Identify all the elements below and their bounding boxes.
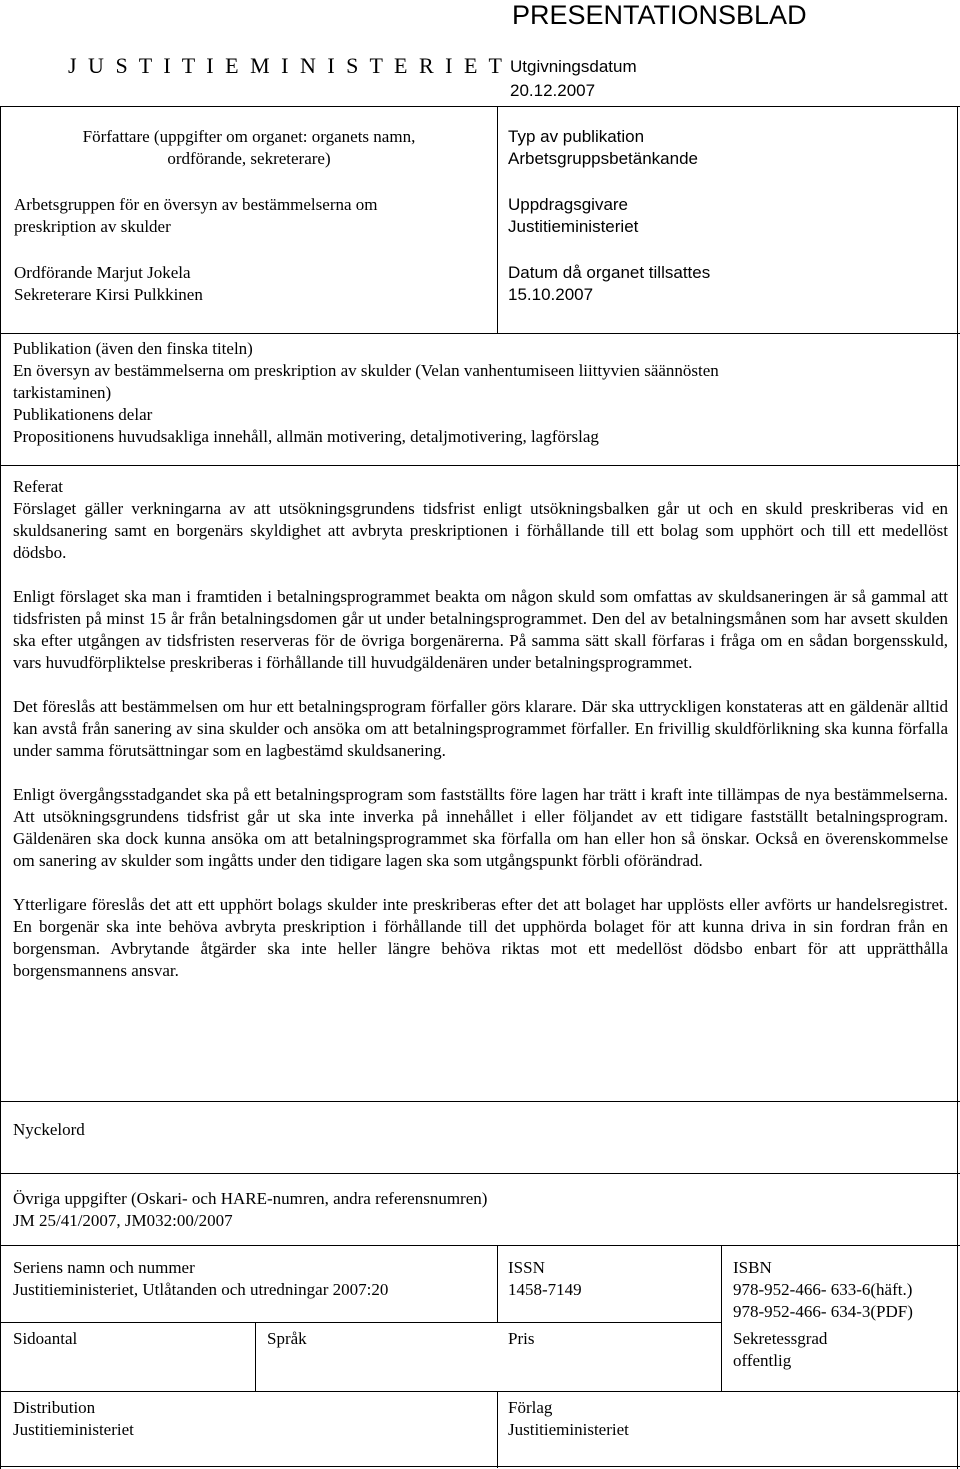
working-group-line1: Arbetsgruppen för en översyn av bestämmelserna om bbox=[14, 195, 378, 214]
issn-label: ISSN bbox=[508, 1258, 545, 1277]
chairperson: Ordförande Marjut Jokela bbox=[14, 263, 191, 282]
series-row-bottom-border bbox=[0, 1322, 722, 1323]
issn-cell bbox=[508, 1257, 713, 1301]
distribution-label: Distribution bbox=[13, 1398, 96, 1417]
isbn-label: ISBN bbox=[733, 1258, 772, 1277]
abstract-label: Referat bbox=[13, 477, 64, 496]
pages-language-divider bbox=[255, 1322, 256, 1391]
publication-type-label: Typ av publikation bbox=[508, 127, 645, 146]
appointed-date-value: 15.10.2007 bbox=[508, 285, 594, 304]
other-info-value: JM 25/41/2007, JM032:00/2007 bbox=[13, 1211, 233, 1230]
series-issn-divider bbox=[497, 1245, 498, 1322]
publisher-label: Förlag bbox=[508, 1398, 553, 1417]
commissioner-value: Justitieministeriet bbox=[508, 217, 639, 236]
pages-label: Sidoantal bbox=[13, 1329, 78, 1348]
publication-title-line2: tarkistaminen) bbox=[13, 383, 112, 402]
series-label: Seriens namn och nummer bbox=[13, 1258, 195, 1277]
secretary: Sekreterare Kirsi Pulkkinen bbox=[14, 285, 203, 304]
ministry-name: J U S T I T I E M I N I S T E R I E T bbox=[68, 53, 505, 78]
abstract-paragraph: Förslaget gäller verkningarna av att utsökningsgrundens tidsfrist enligt utsökningsbalken går ut och en skuld preskriberas vid en skuldsanering samt en borgenärs skyldighet att avbryta preskriptionen i förhållande till ett bolag som upphört och till ett medellöst dödsbo. bbox=[13, 499, 948, 562]
working-group-line2: preskription av skulder bbox=[14, 217, 171, 236]
top-section-bottom-border bbox=[0, 333, 960, 334]
author-label-line2: ordförande, sekreterare) bbox=[167, 149, 331, 168]
details-row-bottom-border bbox=[0, 1391, 960, 1392]
publication-info-section bbox=[508, 126, 948, 306]
abstract-paragraph: Ytterligare föreslås det att ett upphört bolags skulder inte preskriberas efter det att bolaget har upplösts eller avförts ur handelsregistret. En borgenär ska inte behöva avbryta preskription i förhållande till det upphörda bolaget för att kunna driva in sin fordran från en borgensman. Avbrytande åtgärder ska inte heller längre behöva riktas mot ett medellöst dödsbo enbart för att upprätthålla borgensmannens ansvar. bbox=[13, 895, 948, 980]
abstract-paragraph: Det föreslås att bestämmelsen om hur ett betalningsprogram förfaller görs klarare. Där ska uttryckligen konstateras att en gäldenär alltid kan avstå från sanering av sina skulder och ansöka om att betalningsprogrammet förfaller. En frivillig skuldförlikning ska kunna förfalla under samma förutsättningar som en lagbestämd skuldsanering. bbox=[13, 697, 948, 760]
issn-value: 1458-7149 bbox=[508, 1280, 582, 1299]
publication-title-line1: En översyn av bestämmelserna om preskription av skulder (Velan vanhentumiseen liittyvien säännösten bbox=[13, 361, 719, 380]
issue-date-value: 20.12.2007 bbox=[510, 81, 596, 100]
distribution-cell bbox=[13, 1397, 493, 1441]
document-type-title: PRESENTATIONSBLAD bbox=[512, 0, 807, 30]
publisher-value: Justitieministeriet bbox=[508, 1420, 629, 1439]
form-bottom-border bbox=[0, 1466, 960, 1467]
confidentiality-cell bbox=[733, 1328, 953, 1372]
form-right-border bbox=[957, 106, 958, 1469]
keywords-label: Nyckelord bbox=[13, 1120, 85, 1139]
isbn-print-value: 978-952-466- 633-6(häft.) bbox=[733, 1280, 913, 1299]
issue-date-label: Utgivningsdatum bbox=[510, 57, 637, 76]
publisher-cell bbox=[508, 1397, 948, 1441]
abstract-paragraph: Enligt förslaget ska man i framtiden i betalningsprogrammet beakta om någon skuld som omfattas av skuldsaneringen är så gammal att tidsfristen på minst 15 år från betalningsdomen går ut under betalningsprogrammet. Den del av betalningsmånen som har avsett skulden ska efter utgången av tidsfristen reserveras för de övriga borgenärerna. På samma sätt skall förfaras i fråga om en sådan borgensskuld, vars huvudförpliktelse preskriberas i förhållande till huvudgäldenären under betalningsprogrammet. bbox=[13, 587, 948, 672]
price-label: Pris bbox=[508, 1329, 535, 1348]
publication-parts-value: Propositionens huvudsakliga innehåll, allmän motivering, detaljmotivering, lagförslag bbox=[13, 427, 599, 446]
publication-section bbox=[13, 338, 948, 448]
isbn-pdf-value: 978-952-466- 634-3(PDF) bbox=[733, 1302, 913, 1321]
distribution-value: Justitieministeriet bbox=[13, 1420, 134, 1439]
confidentiality-value: offentlig bbox=[733, 1351, 792, 1370]
issn-isbn-divider bbox=[721, 1245, 722, 1391]
other-info-label: Övriga uppgifter (Oskari- och HARE-numren, andra referensnumren) bbox=[13, 1189, 488, 1208]
commissioner-label: Uppdragsgivare bbox=[508, 195, 629, 214]
keywords-bottom-border bbox=[0, 1173, 960, 1174]
publication-type-value: Arbetsgruppsbetänkande bbox=[508, 149, 698, 168]
abstract-bottom-border bbox=[0, 1101, 960, 1102]
author-section bbox=[14, 126, 484, 306]
abstract-section bbox=[13, 476, 948, 982]
abstract-paragraph: Enligt övergångsstadgandet ska på ett betalningsprogram som fastställts före lagen har trätt i kraft inte tillämpas de nya bestämmelserna. Att utsökningsgrundens tidsfrist går ut ska inte inverka på innehållet i eller följandet av ett tidigare fastställt betalningsprogram. Gäldenären ska dock kunna ansöka om att betalningsprogrammet ska förfalla om han eller hon så önskar. Också en överenskommelse om sanering av skulder som ingåtts under den tidigare lagen ska som utgångspunkt förbli oförändrad. bbox=[13, 785, 948, 870]
other-info-bottom-border bbox=[0, 1245, 960, 1246]
form-top-border bbox=[0, 106, 960, 107]
language-label: Språk bbox=[267, 1329, 307, 1348]
series-value: Justitieministeriet, Utlåtanden och utredningar 2007:20 bbox=[13, 1280, 389, 1299]
top-section-divider bbox=[497, 106, 498, 334]
confidentiality-label: Sekretessgrad bbox=[733, 1329, 828, 1348]
distribution-publisher-divider bbox=[497, 1391, 498, 1468]
form-left-border bbox=[0, 106, 1, 1469]
isbn-cell bbox=[733, 1257, 953, 1323]
appointed-date-label: Datum då organet tillsattes bbox=[508, 263, 711, 282]
publication-parts-label: Publikationens delar bbox=[13, 405, 153, 424]
publication-section-bottom-border bbox=[0, 465, 960, 466]
series-cell bbox=[13, 1257, 493, 1301]
author-label-line1: Författare (uppgifter om organet: organets namn, bbox=[82, 127, 416, 146]
other-info-section bbox=[13, 1188, 948, 1232]
publication-title-label: Publikation (även den finska titeln) bbox=[13, 339, 253, 358]
